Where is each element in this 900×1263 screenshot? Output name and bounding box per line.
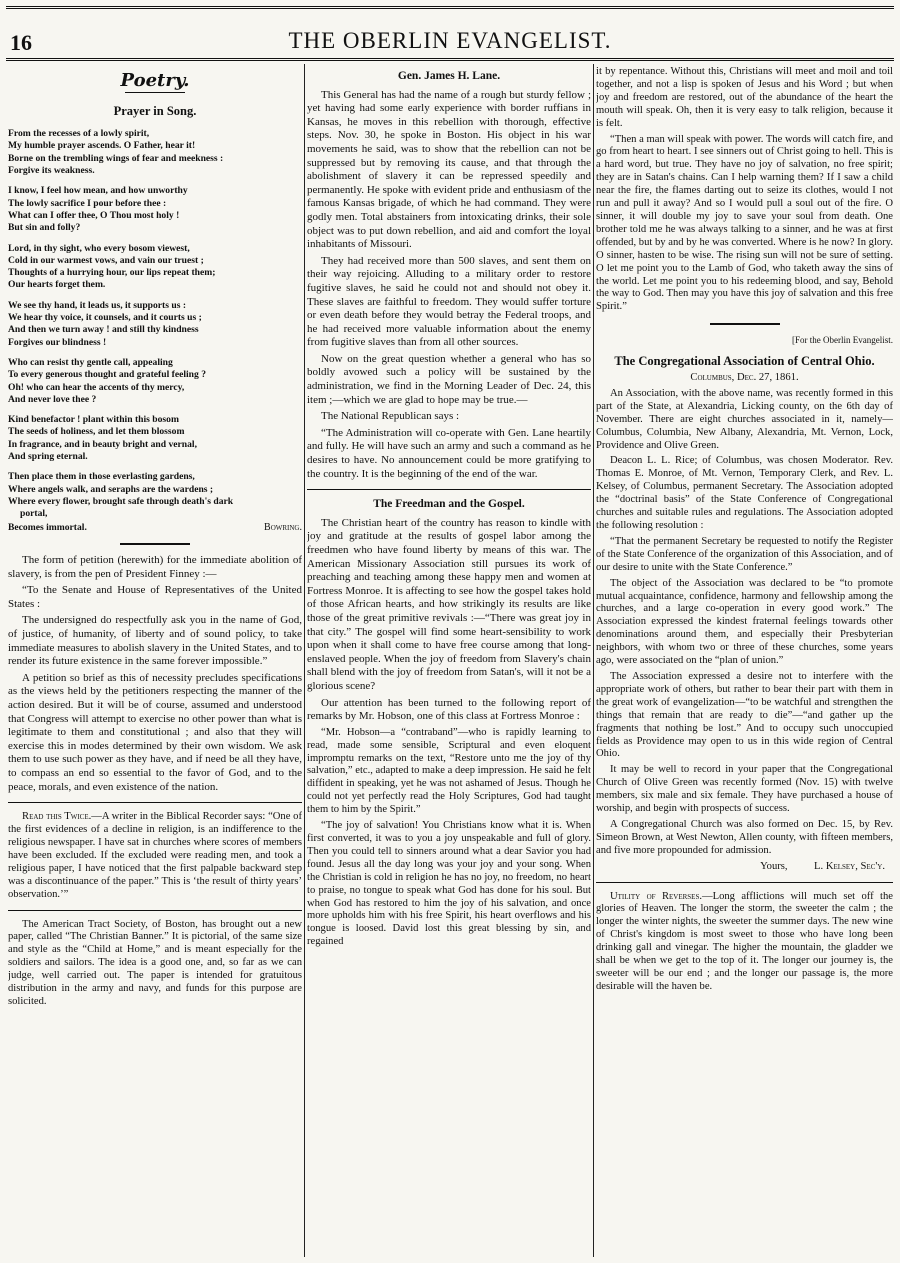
poem-stanza	[8, 414, 302, 463]
poem-line: To every generous thought and grateful feeling ?	[8, 369, 207, 381]
poem-line: Kind benefactor ! plant within this bosom	[8, 414, 179, 426]
poem-title: Prayer in Song.	[113, 103, 197, 118]
poem-line: In fragrance, and in beauty bright and vernal,	[8, 438, 197, 450]
article-heading: The Freedman and the Gospel.	[373, 498, 525, 511]
petition-intro: The form of petition (herewith) for the immediate abolition of slavery, is from the pen of President Finney :—	[8, 554, 302, 580]
petition-address: “To the Senate and House of Representatives of the United States :	[8, 584, 302, 610]
article-paragraph: The Christian heart of the country has reason to kindle with joy and gratitude at the results of gospel labor among the freedmen who have found liberty by means of this war. The American Missionary Association still pursues its work of preaching and teaching among these happy men and women at Fortress Monroe. It is affecting to see how the gospel takes hold of those African hearts, and how strikingly its results are like those of the great primitive revivals :—“There was great joy in that city.” The gospel will find some heart-sensibility to work upon when it shall come to have free course among that long-enslaved people. When the joy of freedom from Slavery's chain shall blend with the joy of freedom from Satan's, will it not be a glorious scene?	[307, 516, 591, 692]
divider	[120, 543, 190, 545]
article-paragraph: A Congregational Church was also formed on Dec. 15, by Rev. Simeon Brown, at West Newton, Allen county, with fifteen members, and five more propounded for admission.	[596, 818, 893, 856]
article-paragraph: They had received more than 500 slaves, and sent them on their way rejoicing. Alluding to a military order to restore fugitive slaves, he said he could not and should not obey it. These slaves are faithful to freedom. They would suffer torture or even death before they would betray the Federal troops, and he had received more valuable information about the enemy from fugitive slaves than from all other sources.	[307, 254, 591, 349]
poem-line: Who can resist thy gentle call, appealing	[8, 356, 173, 368]
poem-line: Then place them in those everlasting gardens,	[8, 471, 195, 483]
divider	[710, 323, 780, 325]
read-this-twice-article	[8, 811, 302, 901]
poem-line: And spring eternal.	[8, 451, 88, 463]
article-heading: Gen. James H. Lane.	[397, 70, 501, 82]
divider	[307, 489, 591, 490]
poem-line: I know, I feel how mean, and how unworthy	[8, 185, 188, 197]
masthead	[0, 0, 900, 62]
masthead-bottom-rule	[6, 58, 894, 61]
divider	[596, 882, 893, 883]
signature-name: L. Kelsey, Sec'y.	[814, 860, 885, 872]
divider	[8, 910, 302, 911]
article-signature	[596, 861, 893, 874]
page-number: 16	[10, 30, 32, 55]
poem-line: portal,	[20, 508, 48, 520]
column-left	[8, 66, 302, 1257]
tract-society-article: The American Tract Society, of Boston, has brought out a new paper, called “The Christian Banner.” It is pictorial, of the same size and style as the “Child at Home,” and is meant especially for the soldiers and sailors. The idea is a good one, and, so far as we can judge, well carried out. The paper is intended for gratuitous distribution in the army and navy, and funds for this purpose are solicited.	[8, 918, 302, 1007]
poem-line: But sin and folly?	[8, 222, 81, 234]
article-quote: “The Administration will co-operate with Gen. Lane heartily and fully. He will have such an army and such a command as he desires to have. No announcement could be more gratifying to the country. It is the beginning of the end of the war.	[307, 426, 591, 480]
article-quote: “Mr. Hobson—a “contraband”—who is rapidly learning to read, made some sensible, Scriptural and even eloquent impromptu remarks on the text, “Restore unto me the joy of thy salvation,” etc., adapted to make a deep impression. He said he felt diffident in speaking, yet he was not ashamed of Jesus. Though he could not yet perfectly read the Holy Scriptures, God had taught them to him by the Spirit.”	[307, 726, 591, 816]
article-text: —A writer in the Biblical Recorder says: “One of the first evidences of a decline in religion, is an indifference to the religious newspaper. I have sat in churches where scores of members have been excluded. If the excluded were reading men, and took a religious paper, I have noticed that the first palpable backward step was a discontinuance of the paper.” This is ‘the result of thirty years’ observation.’”	[8, 811, 302, 900]
column-divider	[304, 64, 305, 1257]
article-text: —Long afflictions will much set off the glories of Heaven. The longer the storm, the sweeter the calm ; the longer the winter nights, the sweeter the summer days. The new wine of Christ's kingdom is most sweet to those who have long been drinking gall and vinegar. The higher the mountain, the gladder we shall be when we get to the top of it. The longer our journey is, the sweeter will be our end ; and the longer our passage is, the more desirable will the haven be.	[596, 890, 893, 992]
poem-line: What can I offer thee, O Thou most holy !	[8, 209, 180, 221]
article-quote: “That the permanent Secretary be requested to notify the Register of the State Conference of the organization of this Association, and of our desire to unite with the State Conference.”	[596, 535, 893, 573]
poem-stanza	[8, 185, 302, 234]
column-middle	[307, 66, 591, 1257]
poem-line: We hear thy voice, it counsels, and it courts us ;	[8, 312, 202, 324]
poem-author: Bowring.	[264, 521, 302, 533]
poem-line: Thoughts of a hurrying hour, our lips repeat them;	[8, 267, 216, 279]
poetry-section-heading: Poetry.	[120, 70, 190, 91]
poem-line: The lowly sacrifice I pour before thee :	[8, 197, 167, 209]
poem-line: The seeds of holiness, and let them blossom	[8, 426, 185, 438]
poem-line: Where every flower, brought safe through death's dark	[8, 495, 234, 507]
poem-line: Our hearts forget them.	[8, 279, 106, 291]
newspaper-title: THE OBERLIN EVANGELIST.	[288, 28, 612, 53]
divider	[125, 92, 185, 93]
article-paragraph: Our attention has been turned to the following report of remarks by Mr. Hobson, one of this class at Fortress Monroe :	[307, 696, 591, 723]
poem-line: Oh! who can hear the accents of thy mercy,	[8, 381, 185, 393]
divider	[8, 802, 302, 803]
article-paragraph: It may be well to record in your paper that the Congregational Church of Olive Green was recently formed (Nov. 15) with twelve members, six male and six female. They have purchased a house of worship, and begin with prospects of success.	[596, 764, 893, 815]
article-paragraph: An Association, with the above name, was recently formed in this part of the State, at Alexandria, Licking county, on the 6th day of November. There are eight churches associated in it, namely—Columbus, Columbia, New Albany, Alexandria, Mt. Vernon, Lock, Providence and Olive Green.	[596, 387, 893, 451]
petition-comment: A petition so brief as this of necessity precludes specifications as the views held by the petitioners respecting the manner of the action desired. But it will be of course, assumed and understood that Congress will attempt to exercise no other power than what is legitimate to them and constitutional ; and also that they will exercise this in modes determined by their own wisdom. We ask them to use such power as they have, and if need be all they have, to compass an end so essential to the favor of God, and to the peace, morals, and even existence of the nation.	[8, 671, 302, 793]
poem-line: Borne on the trembling wings of fear and meekness :	[8, 152, 224, 164]
poem-stanza	[8, 300, 302, 349]
article-paragraph: Deacon L. L. Rice; of Columbus, was chosen Moderator. Rev. Thomas E. Monroe, of Mt. Vernon, Temporary Clerk, and Rev. L. Kelsey, of Columbus, permanent Secretary. The Association adopted the “doctrinal basis” of the State Conference of Congregational churches and suitable rules and regulations. The Association adopted the following resolution :	[596, 455, 893, 531]
masthead-top-rule	[6, 6, 894, 9]
article-lead: Utility of Reverses.	[610, 890, 702, 902]
article-dateline: Columbus, Dec. 27, 1861.	[690, 372, 799, 384]
article-quote: “The joy of salvation! You Christians know what it is. When first converted, it was to you a joy unspeakable and full of glory. Then you could tell to sinners around what a dear Savior you had found. Jesus all the day long was your joy and your song. When the Christian is cold in religion he has no joy, no freedom, no heart to praise, no tongue to speak what God has done for his soul. But when God has restored to him the joy of his salvation, and once more upholds him with his free Spirit, his heart overflows and his tongue is loosed. David lost this great blessing by sin, and regained	[307, 820, 591, 948]
article-quote: “Then a man will speak with power. The words will catch fire, and go from heart to heart. I see sinners out of Christ going to hell. This is a hard word, but true. They have no joy of salvation, no free spirit; they are in Satan's chains. Can I help warning them? If I saw a child near the fire, the flames darting out to seize its clothes, would I not run and pull it away? And so I would pull a soul out of the fire. O sinner, it will double my joy to save your soul from death. One brother told me he was always talking to a sinner, and he was at first offended, but by and by he was converted. Where is he now? In glory. O sinner, hasten to be wise. The rising sun will not be sure of setting. O let me point you to the Lamb of God, who taketh away the sins of the world. Let me point you to his redeeming blood, and say, Behold the way to God. Then may you have this joy of salvation and this free Spirit.”	[596, 133, 893, 313]
article-lead: Read this Twice.	[22, 811, 92, 823]
petition-text: The undersigned do respectfully ask you in the name of God, of justice, of humanity, of liberty and of sound policy, to take immediate measures to abolish slavery in the United States, and to render its future existence in the same forever impossible.”	[8, 614, 302, 668]
article-credit: [For the Oberlin Evangelist.	[792, 335, 893, 346]
article-paragraph: The object of the Association was declared to be “to promote mutual acquaintance, confidence, harmony and fellowship among the churches, and a large co-operation in every good work.” The Association expressed the kindest fraternal feelings towards other denominations around them, and especially their Presbyterian neighbors, with whom two or three of these churches, some years ago, were associated on the “plan of union.”	[596, 577, 893, 667]
poem-signature	[8, 521, 302, 535]
poem-line: My humble prayer ascends. O Father, hear it!	[8, 140, 196, 152]
column-right	[596, 66, 893, 1257]
utility-of-reverses-article	[596, 891, 893, 994]
article-paragraph: The National Republican says :	[321, 410, 460, 423]
poem-line: Becomes immortal.	[8, 521, 87, 533]
poem-line: And then we turn away ! and still thy kindness	[8, 324, 199, 336]
poem-line: Lord, in thy sight, who every bosom viewest,	[8, 242, 190, 254]
poem-stanza	[8, 243, 302, 292]
article-paragraph: Now on the great question whether a general who has so boldly avowed such a policy will be sustained by the administration, we find in the Morning Leader of Dec. 24, this item ;—which we are glad to hope may be true.—	[307, 352, 591, 406]
poem-stanza	[8, 471, 302, 520]
poem-line: Where angels walk, and seraphs are the wardens ;	[8, 483, 214, 495]
poem-line: And never love thee ?	[8, 393, 97, 405]
article-paragraph: This General has had the name of a rough but sturdy fellow ; yet having had some early experience with border ruffians in Kansas, he moves in this rebellion with thorough, effective steps. Nov. 30, he spoke in Boston. His object in his war movements he said, was to show that the rebellion can not be suppressed but by removing its cause, and that through the abolishment of slavery it can be repressed speedily and permanently. He spoke with evident pride and enthusiasm of the famous Kansas brigade, of which he had command. They were godly men. Total abstainers from intoxicating drinks, their sole object was to put down rebellion, and aid and comfort the loyal inhabitants of Missouri.	[307, 88, 591, 251]
poem-line: We see thy hand, it leads us, it supports us :	[8, 299, 187, 311]
poem-line: Forgives our blindness !	[8, 336, 107, 348]
poem-stanza	[8, 357, 302, 406]
article-continuation: it by repentance. Without this, Christians will meet and moil and toil together, and not a lisp is spoken of Jesus and his Word ; but when joy and freedom are restored, out of the abundance of the heart the mouth will speak. Oh, then it is very easy to talk religion, because it is felt.	[596, 66, 893, 129]
poem-line: From the recesses of a lowly spirit,	[8, 128, 150, 140]
signature-salutation: Yours,	[760, 860, 788, 872]
poem-line: Forgive its weakness.	[8, 165, 95, 177]
article-paragraph: The Association expressed a desire not to interfere with the appropriate work of others, but rather to bear their part with them in the great work of evangelization—“to be watchful and strengthen the things that remain that are ready to die”—“and gather up the fragments that nothing be lost.” And to occupy such unoccupied fields as Providence may open to us in this wide region of Central Ohio.	[596, 670, 893, 760]
poem-stanza	[8, 128, 302, 177]
poem-line: Cold in our warmest vows, and vain our truest ;	[8, 254, 204, 266]
column-divider	[593, 64, 594, 1257]
article-heading: The Congregational Association of Central Ohio.	[614, 354, 875, 369]
